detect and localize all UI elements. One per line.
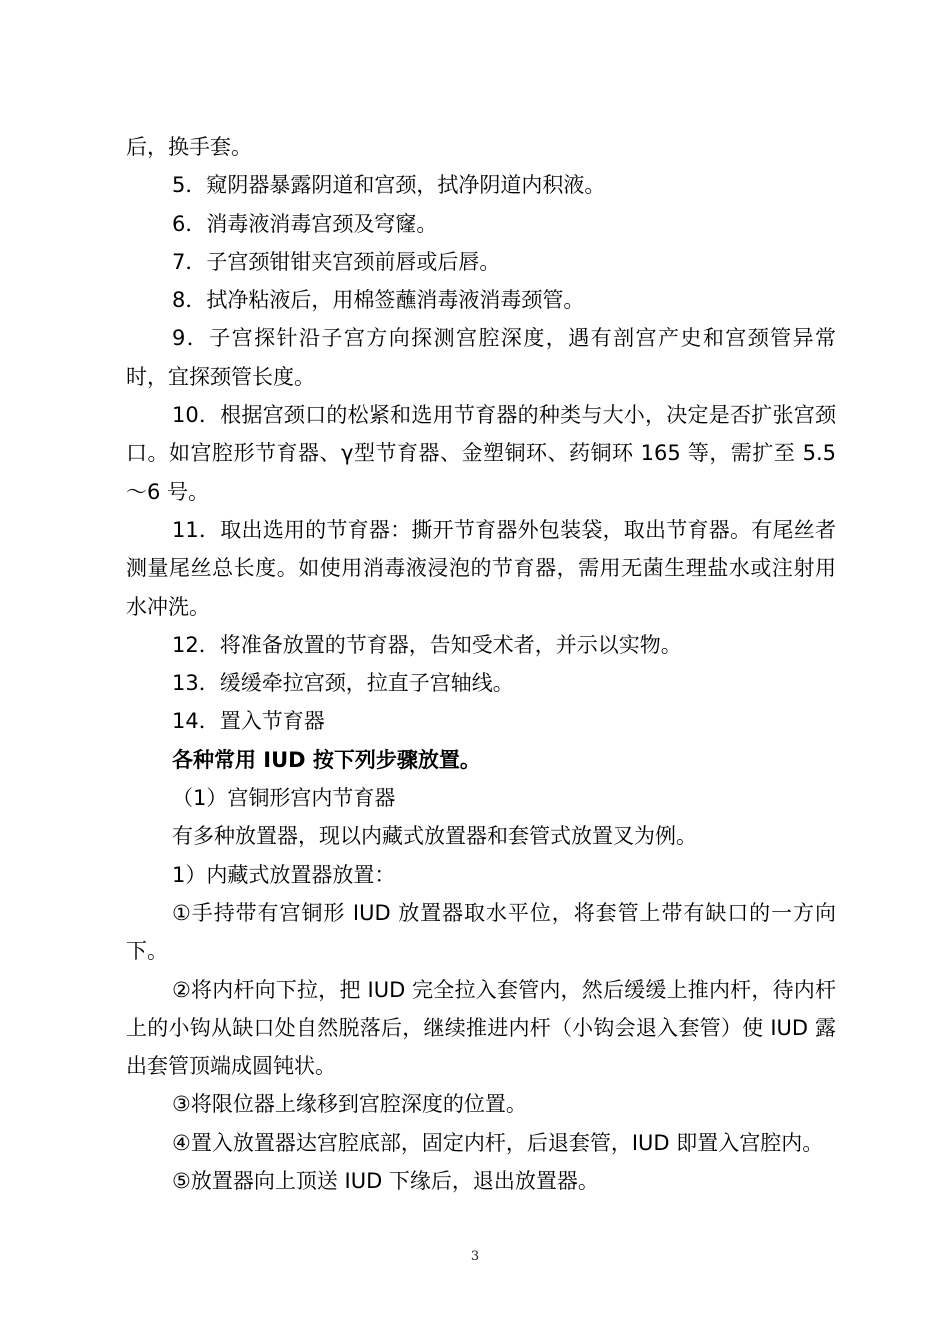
paragraph-step-12: 12．将准备放置的节育器，告知受术者，并示以实物。 bbox=[172, 632, 682, 657]
paragraph-substep-5: ⑤放置器向上顶送 IUD 下缘后，退出放置器。 bbox=[172, 1169, 599, 1194]
paragraph-step-6: 6．消毒液消毒宫颈及穹窿。 bbox=[172, 211, 438, 236]
paragraph-substep-4: ④置入放置器达宫腔底部，固定内杆，后退套管，IUD 即置入宫腔内。 bbox=[172, 1130, 824, 1155]
paragraph-step-14: 14．置入节育器 bbox=[172, 709, 325, 734]
subheading-copper-iud: （1）宫铜形宫内节育器 bbox=[172, 786, 396, 811]
document-body bbox=[126, 128, 836, 1200]
paragraph-step-8: 8．拭净粘液后，用棉签蘸消毒液消毒颈管。 bbox=[172, 288, 585, 313]
paragraph-placer-types: 有多种放置器，现以内藏式放置器和套管式放置叉为例。 bbox=[172, 824, 697, 849]
paragraph-step-5: 5．窥阴器暴露阴道和宫颈，拭净阴道内积液。 bbox=[172, 173, 606, 198]
subheading-built-in-placer: 1）内藏式放置器放置： bbox=[172, 862, 396, 887]
page-number: 3 bbox=[470, 1249, 480, 1264]
paragraph-step-7: 7．子宫颈钳钳夹宫颈前唇或后唇。 bbox=[172, 249, 501, 274]
paragraph-step-13: 13．缓缓牵拉宫颈，拉直子宫轴线。 bbox=[172, 671, 514, 696]
paragraph-substep-2: ②将内杆向下拉，把 IUD 完全拉入套管内，然后缓缓上推内杆，待内杆上的小钩从缺口处自然脱落后，继续推进内杆（小钩会退入套管）使 IUD 露出套管顶端成圆钝状。 bbox=[126, 977, 836, 1079]
section-heading-iud-steps: 各种常用 IUD 按下列步骤放置。 bbox=[172, 747, 481, 772]
paragraph-substep-3: ③将限位器上缘移到宫腔深度的位置。 bbox=[172, 1092, 527, 1117]
paragraph-step-10: 10．根据宫颈口的松紧和选用节育器的种类与大小，决定是否扩张宫颈口。如宫腔形节育器、γ型节育器、金塑铜环、药铜环 165 等，需扩至 5.5～6 号。 bbox=[126, 403, 836, 504]
paragraph-step-9: 9．子宫探针沿子宫方向探测宫腔深度，遇有剖宫产史和宫颈管异常时，宜探颈管长度。 bbox=[126, 326, 836, 389]
paragraph-substep-1: ①手持带有宫铜形 IUD 放置器取水平位，将套管上带有缺口的一方向下。 bbox=[126, 900, 836, 964]
paragraph-step-11: 11．取出选用的节育器：撕开节育器外包装袋，取出节育器。有尾丝者测量尾丝总长度。如使用消毒液浸泡的节育器，需用无菌生理盐水或注射用水冲洗。 bbox=[126, 517, 836, 619]
paragraph-continuation: 后，换手套。 bbox=[126, 135, 252, 159]
